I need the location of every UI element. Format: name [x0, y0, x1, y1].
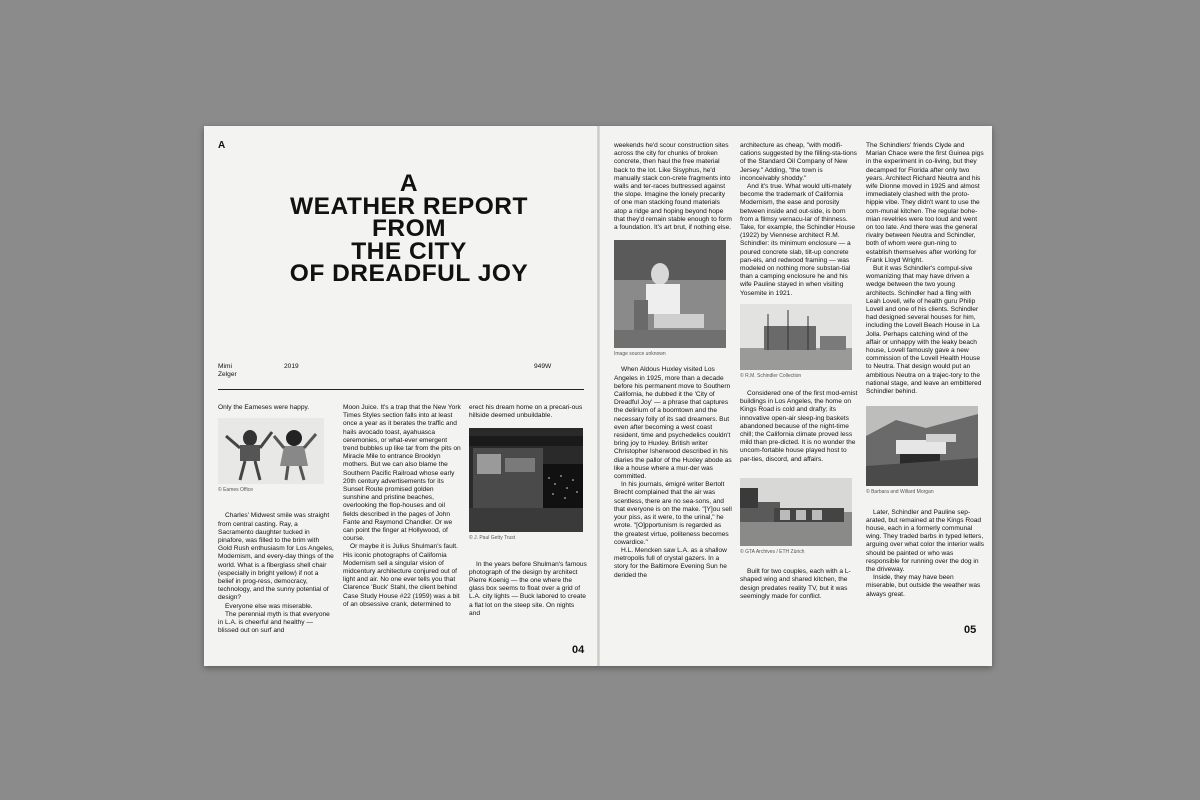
page-number-left: 04 [572, 644, 585, 656]
photo-caption: © R.M. Schindler Collection [740, 372, 802, 379]
left-column-3 [469, 404, 587, 618]
right-column-3 [866, 142, 984, 599]
lovell-house-photo [866, 406, 978, 486]
eames-photo [218, 418, 324, 484]
title-line: A [399, 170, 419, 197]
schindler-portrait-photo [614, 240, 726, 348]
section-letter: A [218, 140, 226, 151]
paragraph: Later, Schindler and Pauline sep-arated, but remained at the Kings Road house, each in a formerly communal wing. They traded barbs in typed letters, arguing over what color the interior walls should be painted or who was responsible for running over the dog in the driveway. [866, 508, 985, 573]
paragraph: When Aldous Huxley visited Los Angeles in 1925, more than a decade before his permanent move to Southern California, he dubbed it the 'City of Dreadful Joy' — a phrase that captures the delirium of a boomtown and the necessary folly of its sad dreamers. But even after becoming a west coast resident, time and psychedelics couldn't bring joy to Huxley. British writer Christopher Isherwood described in his diaries the pallor of the Huxley abode as like a house where a mur-der was committed. [614, 366, 732, 481]
photo-caption: © J. Paul Getty Trust [469, 535, 516, 542]
paragraph: erect his dream home on a precari-ous hillside deemed unbuildable. [469, 404, 583, 420]
photo-caption: © Barbara and Willard Morgan [866, 489, 934, 496]
paragraph: Or maybe it is Julius Shulman's fault. His iconic photographs of California Modernism sell a singular vision of midcentury architecture conjured out of light and air. No one ever tells you that Clarence 'Buck' Stahl, the client behind Case Study House #22 (1959) was a bit of an obsessive crank, determined to [343, 543, 460, 608]
title-line: OF DREADFUL JOY [289, 260, 529, 287]
title-line: THE CITY [351, 237, 467, 265]
paragraph: And it's true. What would ulti-mately become the trademark of California Modernism, the ease and porosity between inside and out-side, is born from a flimsy vernacu-lar of thinness. Take, for example, the Schindler House (1922) by Viennese architect R.M. Schindler: its minimum enclosure — a poured concrete slab, tilt-up concrete pan-els, and redwood framing — was modeled on nothing more substan-tial than a camping enclosure he and his wife Pauline stayed in when visiting Yosemite in 1921. [740, 183, 856, 297]
paragraph: But it was Schindler's compul-sive womanizing that may have driven a wedge between the two young architects. Schindler had a fling with Leah Lovell, wife of health guru Philip Lovell and one of his clients. Schindler had designed several houses for him, including the Lovell Beach House in La Jolla. Perhaps catching wind of the affair or unhappy with the leaky beach house, Lovell famously gave a new commission of the Lovell Health House to Neutra. That design would put an ambitious Neutra on a trajec-tory to the national stage, and leave an embittered Schindler behind. [866, 265, 982, 396]
word-count: 949W [534, 363, 552, 370]
left-column-2 [343, 404, 461, 609]
author-first-name: Mimi [218, 363, 232, 370]
photo-caption: Image source unknown [614, 351, 666, 358]
schindler-house-photo [740, 304, 852, 370]
paragraph: architecture as cheap, "with modifi-cations suggested by the filling-sta-tions of the Standard Oil Company of New Jersey." Adding, "the town is inconceivably shoddy." [740, 142, 857, 182]
paragraph: weekends he'd scour construction sites across the city for chunks of broken concrete, then haul the free material back to the lot. Like Sisyphus, he'd manually stack con-crete fragments into walls and ter-races buttressed against the slope. Imagine the lonely precarity of one man stacking found materials atop a ridge and hoping beyond hope that they'd remain stable enough to form a foundation. It's art brut, if nothing else. [614, 142, 732, 232]
paragraph: The perennial myth is that everyone in L.A. is cheerful and healthy — blissed out on surf and [218, 610, 330, 635]
house-exterior-image [740, 478, 852, 546]
paragraph: In his journals, émigré writer Bertolt Brecht complained that the air was scentless, there are no sea-sons, and that everyone is on the make. "[Y]ou sell your piss, as it were, to the urinal," he wrote. "[O]pportunism is regarded as the greatest virtue, politeness becomes cowardice." [614, 481, 732, 546]
page-number-right: 05 [964, 624, 977, 636]
eames-figures-image [218, 418, 324, 484]
author-last-name: Zelger [218, 371, 237, 378]
article-title [244, 170, 574, 287]
divider-line [218, 389, 584, 390]
title-line: FROM [371, 215, 447, 242]
newspaper-spread [204, 126, 992, 666]
paragraph: H.L. Mencken saw L.A. as a shallow metropolis full of crystal gazers. In a story for the Baltimore Evening Sun he derided the [614, 546, 727, 579]
left-column-1 [218, 404, 334, 635]
paragraph: Inside, they may have been miserable, but outside the weather was always great. [866, 574, 981, 598]
paragraph: Charles' Midwest smile was straight from central casting. Ray, a Sacramento daughter tucked in pinafore, was filled to the brim with Gold Rush enthusiasm for Los Angeles, Modernism, and every-day things of the world. What is a fiberglass shell chair (especially in bright yellow) if not a belief in prog-ress, democracy, technology, and the sunny potential of design? [218, 512, 334, 602]
paragraph: Moon Juice. It's a trap that the New York Times Styles section falls into at least once a year as it berates the traffic and hails avocado toast, ayahuasca ceremonies, or what-ever emergent trend bubbles up like tar from the pits on Miracle Mile to entrance Brooklyn mothers. But we can also blame the Southern Pacific Railroad whose early 20th century advertisements for its Sunset Route promised golden sunshine and pristine beaches, overlooking the flop-houses and oil fields described in the pages of John Fante and Raymond Chandler. Or we can point the finger at Hollywood, of course. [343, 404, 461, 543]
title-line: WEATHER REPORT [290, 192, 528, 220]
publication-year: 2019 [284, 363, 299, 370]
right-column-1 [614, 142, 732, 580]
schindler-house-exterior-photo [740, 478, 852, 546]
left-page [204, 126, 598, 666]
paragraph: Everyone else was miserable. [225, 602, 313, 610]
right-column-2 [740, 142, 858, 601]
man-in-chair-image [614, 240, 726, 348]
paragraph: In the years before Shulman's famous photograph of the design by architect Pierre Koenig — the one where the glass box seems to float over a grid of L.A. city lights — Buck labored to create a flat lot on the steep site. On nights and [469, 560, 587, 617]
paragraph: Built for two couples, each with a L-shaped wing and shared kitchen, the design predates reality TV, but it was seemingly made for conflict. [740, 568, 851, 600]
paragraph: Only the Eameses were happy. [218, 404, 310, 411]
construction-site-image [740, 304, 852, 370]
paragraph: Considered one of the first mod-ernist buildings in Los Angeles, the home on Kings Road is cold and drafty; its innovative open-air sleep-ing baskets abandoned because of the night-time chill; the California climate proved less mild than pre-dicted. It is no wonder the uncom-fortable house played host to par-ties, discord, and affairs. [740, 390, 858, 463]
right-page [600, 126, 992, 666]
photo-caption: © GTA Archives / ETH Zürich [740, 548, 805, 555]
paragraph: The Schindlers' friends Clyde and Marian Chace were the first Guinea pigs in the experiment in co-living, but they decamped for Florida after only two years. Architect Richard Neutra and his wife Dionne moved in 1925 and almost immediately clashed with the proto-hippie vibe. They didn't want to use the com-munal kitchen. The regular bohe-mian revelries were too loud and went on too late. And there was the general rivalry between Neutra and Schindler, both of whom were gun-ning to establish themselves after working for Frank Lloyd Wright. [866, 142, 984, 264]
photo-caption: © Eames Office [218, 487, 253, 494]
case-study-house-photo [469, 428, 583, 532]
glass-house-night-image [469, 428, 583, 532]
hillside-house-image [866, 406, 978, 486]
